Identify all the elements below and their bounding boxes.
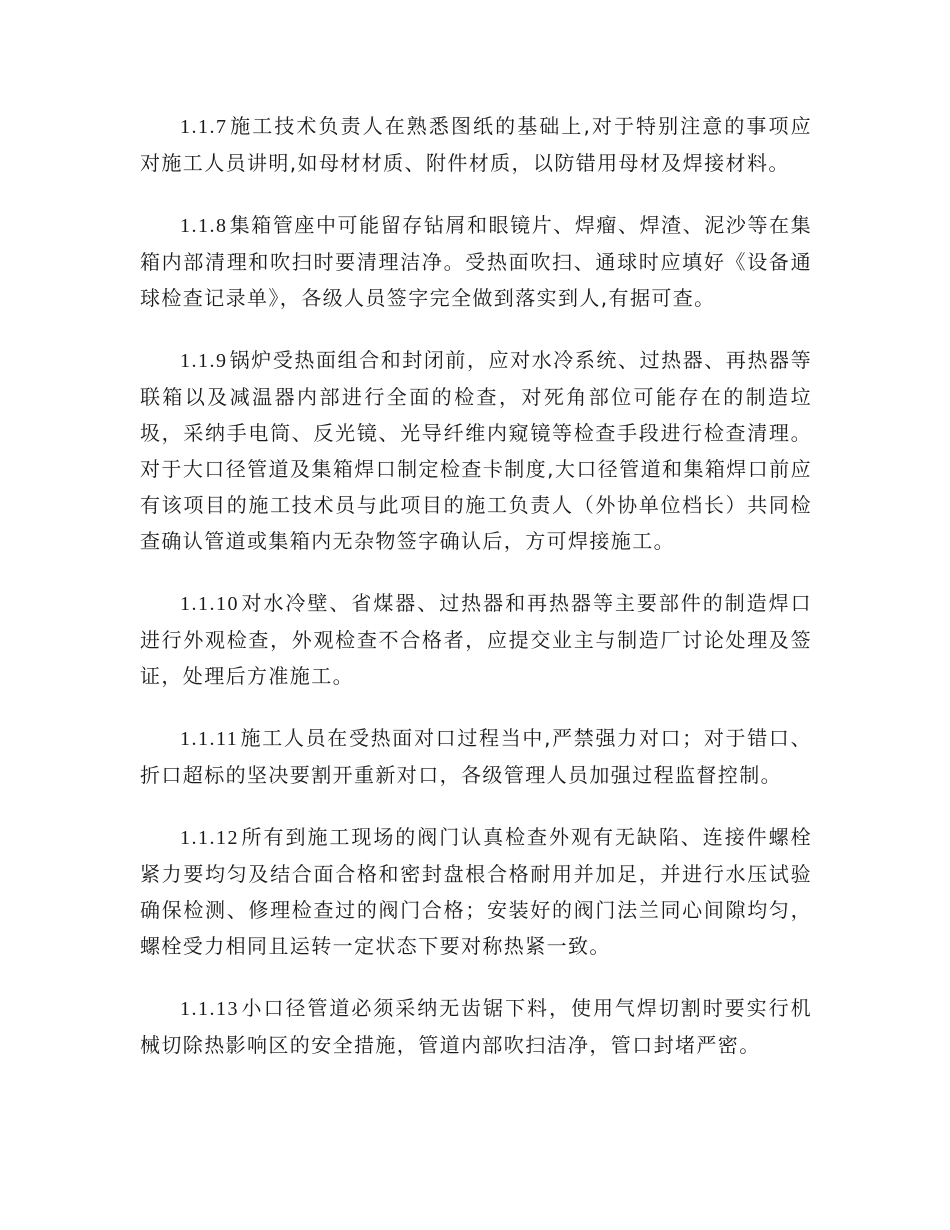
paragraph-number: 1.1.8 xyxy=(180,215,228,237)
paragraph-number: 1.1.10 xyxy=(180,593,239,615)
paragraph-text: 集箱管座中可能留存钻屑和眼镜片、焊瘤、焊渣、泥沙等在集箱内部清理和吹扫时要清理洁净。受热面吹扫、通球时应填好《设备通球检查记录单》，各级人员签字完全做到落实到人,有据可查。 xyxy=(140,213,812,310)
paragraph-text: 所有到施工现场的阀门认真检查外观有无缺陷、连接件螺栓紧力要均匀及结合面合格和密封盘根合格耐用并加足，并进行水压试验确保检测、修理检查过的阀门合格；安装好的阀门法兰同心间隙均匀，螺栓受力相同且运转一定状态下要对称热紧一致。 xyxy=(140,825,812,958)
paragraph-1-1-11 xyxy=(140,720,812,793)
paragraph-number: 1.1.9 xyxy=(180,350,228,372)
paragraph-number: 1.1.7 xyxy=(180,116,228,138)
paragraph-1-1-13 xyxy=(140,990,812,1063)
paragraph-number: 1.1.11 xyxy=(180,728,239,750)
paragraph-1-1-9 xyxy=(140,342,812,559)
paragraph-text: 对水冷壁、省煤器、过热器和再热器等主要部件的制造焊口进行外观检查，外观检查不合格者，应提交业主与制造厂讨论处理及签证，处理后方准施工。 xyxy=(140,591,812,688)
document-body xyxy=(140,108,812,1089)
paragraph-1-1-10 xyxy=(140,585,812,694)
paragraph-number: 1.1.12 xyxy=(180,827,239,849)
paragraph-1-1-12 xyxy=(140,819,812,964)
paragraph-text: 施工人员在受热面对口过程当中,严禁强力对口；对于错口、折口超标的坚决要割开重新对口，各级管理人员加强过程监督控制。 xyxy=(140,726,812,787)
paragraph-1-1-7 xyxy=(140,108,812,181)
paragraph-text: 锅炉受热面组合和封闭前，应对水冷系统、过热器、再热器等联箱以及减温器内部进行全面的检查，对死角部位可能存在的制造垃圾，采纳手电筒、反光镜、光导纤维内窥镜等检查手段进行检查清理。对于大口径管道及集箱焊口制定检查卡制度,大口径管道和集箱焊口前应有该项目的施工技术员与此项目的施工负责人（外协单位档长）共同检查确认管道或集箱内无杂物签字确认后，方可焊接施工。 xyxy=(140,348,812,553)
paragraph-number: 1.1.13 xyxy=(180,998,239,1020)
paragraph-text: 小口径管道必须采纳无齿锯下料，使用气焊切割时要实行机械切除热影响区的安全措施，管道内部吹扫洁净，管口封堵严密。 xyxy=(140,996,812,1057)
paragraph-1-1-8 xyxy=(140,207,812,316)
paragraph-text: 施工技术负责人在熟悉图纸的基础上,对于特别注意的事项应对施工人员讲明,如母材材质、附件材质，以防错用母材及焊接材料。 xyxy=(140,114,812,175)
